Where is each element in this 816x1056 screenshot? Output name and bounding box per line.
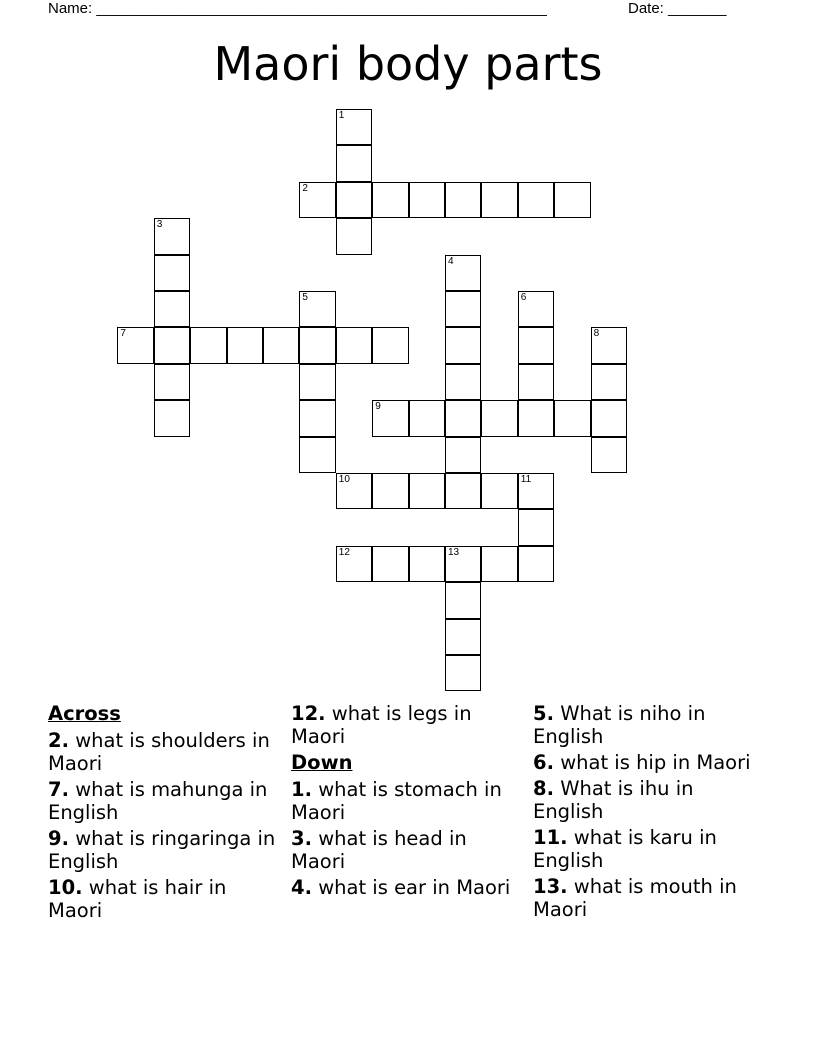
down-heading: Down	[291, 751, 353, 774]
clue-across-7: 7. what is mahunga in English	[48, 778, 268, 824]
clue-across-12: 12. what is legs in Maori	[291, 702, 472, 748]
grid-cell[interactable]	[336, 546, 372, 582]
grid-cell[interactable]	[518, 509, 554, 545]
grid-cell[interactable]	[227, 327, 263, 363]
grid-cell[interactable]	[336, 218, 372, 254]
clue-down-6: 6. what is hip in Maori	[533, 751, 751, 774]
grid-cell[interactable]	[154, 291, 190, 327]
grid-cell[interactable]	[518, 364, 554, 400]
grid-cell[interactable]	[372, 327, 408, 363]
grid-cell[interactable]	[445, 255, 481, 291]
clue-across-9: 9. what is ringaringa in English	[48, 827, 276, 873]
grid-cell[interactable]	[154, 364, 190, 400]
clue-down-11: 11. what is karu in English	[533, 826, 717, 872]
across-heading: Across	[48, 702, 121, 725]
puzzle-title: Maori body parts	[213, 37, 603, 91]
grid-cell[interactable]	[372, 182, 408, 218]
clue-number: 12	[338, 546, 350, 558]
grid-cell[interactable]	[481, 400, 517, 436]
grid-cell[interactable]	[518, 327, 554, 363]
grid-cell[interactable]	[299, 400, 335, 436]
grid-cell[interactable]	[336, 182, 372, 218]
grid-cell[interactable]	[518, 400, 554, 436]
grid-cell[interactable]	[518, 473, 554, 509]
grid-cell[interactable]	[372, 400, 408, 436]
clue-down-3: 3. what is head in Maori	[291, 827, 467, 873]
grid-cell[interactable]	[591, 364, 627, 400]
grid-cell[interactable]	[445, 400, 481, 436]
clue-number: 9	[375, 401, 381, 413]
grid-cell[interactable]	[445, 582, 481, 618]
grid-cell[interactable]	[336, 473, 372, 509]
clue-number: 2	[302, 182, 308, 194]
grid-cell[interactable]	[372, 546, 408, 582]
clue-number: 7	[120, 328, 126, 340]
grid-cell[interactable]	[409, 546, 445, 582]
clue-across-2: 2. what is shoulders in Maori	[48, 729, 270, 775]
grid-cell[interactable]	[299, 364, 335, 400]
grid-cell[interactable]	[409, 473, 445, 509]
grid-cell[interactable]	[445, 327, 481, 363]
clue-across-10: 10. what is hair in Maori	[48, 876, 227, 922]
grid-cell[interactable]	[117, 327, 153, 363]
grid-cell[interactable]	[445, 291, 481, 327]
grid-cell[interactable]	[299, 327, 335, 363]
grid-cell[interactable]	[481, 473, 517, 509]
clue-number: 8	[593, 328, 600, 340]
grid-cell[interactable]	[154, 327, 190, 363]
clue-number: 11	[520, 474, 532, 485]
grid-cell[interactable]	[445, 364, 481, 400]
grid-cell[interactable]	[154, 218, 190, 254]
grid-cell[interactable]	[445, 473, 481, 509]
clue-column-1	[48, 702, 278, 925]
grid-cell[interactable]	[299, 437, 335, 473]
grid-cell[interactable]	[518, 546, 554, 582]
grid-cell[interactable]	[445, 437, 481, 473]
clue-number: 1	[338, 110, 345, 121]
date-field-label[interactable]: Date: _______	[628, 0, 727, 17]
clue-number: 10	[338, 474, 350, 485]
clue-number: 3	[156, 219, 163, 231]
grid-cell[interactable]	[445, 182, 481, 218]
grid-cell[interactable]	[299, 291, 335, 327]
grid-cell[interactable]	[299, 182, 335, 218]
grid-cell[interactable]	[372, 473, 408, 509]
grid-cell[interactable]	[445, 546, 481, 582]
grid-cell[interactable]	[554, 400, 590, 436]
clue-number: 5	[302, 292, 308, 303]
grid-cell[interactable]	[518, 291, 554, 327]
grid-cell[interactable]	[518, 182, 554, 218]
clue-number: 6	[520, 292, 527, 303]
grid-cell[interactable]	[190, 327, 226, 363]
grid-cell[interactable]	[263, 327, 299, 363]
clue-down-13: 13. what is mouth in Maori	[533, 875, 737, 921]
grid-cell[interactable]	[154, 255, 190, 291]
clue-down-4: 4. what is ear in Maori	[291, 876, 511, 899]
clue-column-3	[533, 702, 763, 924]
grid-cell[interactable]	[481, 546, 517, 582]
clue-number: 13	[448, 546, 460, 558]
grid-cell[interactable]	[445, 655, 481, 691]
grid-cell[interactable]	[409, 182, 445, 218]
grid-cell[interactable]	[445, 619, 481, 655]
grid-cell[interactable]	[336, 327, 372, 363]
grid-cell[interactable]	[154, 400, 190, 436]
clue-down-5: 5. What is niho in English	[533, 702, 706, 748]
grid-cell[interactable]	[591, 327, 627, 363]
grid-cell[interactable]	[591, 437, 627, 473]
grid-cell[interactable]	[554, 182, 590, 218]
clue-down-8: 8. What is ihu in English	[533, 777, 694, 823]
clue-number: 4	[448, 255, 454, 267]
grid-cell[interactable]	[336, 145, 372, 181]
clue-column-2	[291, 702, 521, 902]
grid-cell[interactable]	[481, 182, 517, 218]
grid-cell[interactable]	[409, 400, 445, 436]
clue-down-1: 1. what is stomach in Maori	[291, 778, 502, 824]
grid-cell[interactable]	[591, 400, 627, 436]
name-field-label[interactable]: Name: ______________________________________________________	[48, 0, 547, 17]
grid-cell[interactable]	[336, 109, 372, 145]
